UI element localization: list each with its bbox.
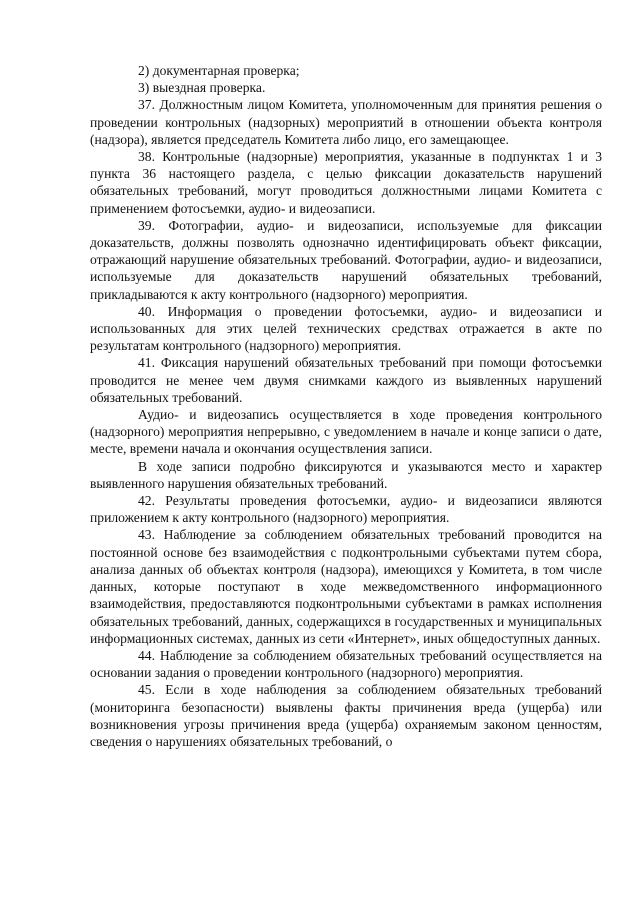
paragraph-41: 41. Фиксация нарушений обязательных требований при помощи фотосъемки проводится не менее чем двумя снимками каждого из выявленных нарушений обязательных требований.: [90, 355, 602, 405]
paragraph-45: 45. Если в ходе наблюдения за соблюдением обязательных требований (мониторинга безопасности) выявлены факты причинения вреда (ущерба) или возникновения угрозы причинения вреда (ущерба) охраняемым законом ценностям, сведения о нарушениях обязательных требований, о: [90, 682, 602, 749]
paragraph-42: 42. Результаты проведения фотосъемки, аудио- и видеозаписи являются приложением к акту контрольного (надзорного) мероприятия.: [90, 493, 602, 526]
paragraph-41-audio-video: Аудио- и видеозапись осуществляется в ходе проведения контрольного (надзорного) мероприятия непрерывно, с уведомлением в начале и конце записи о дате, месте, времени начала и окончания осуществления записи.: [90, 407, 602, 457]
paragraph-39: 39. Фотографии, аудио- и видеозаписи, используемые для фиксации доказательств, должны позволять однозначно идентифицировать объект фиксации, отражающий нарушение обязательных требований. Фотографии, аудио- и видеозаписи, используемые для доказательств нарушений обязательных требований, прикладываются к акту контрольного (надзорного) мероприятия.: [90, 217, 602, 302]
paragraph-37: 37. Должностным лицом Комитета, уполномоченным для принятия решения о проведении контрольных (надзорных) мероприятий в отношении объекта контроля (надзора), является председатель Комитета либо лицо, его замещающее.: [90, 97, 602, 147]
paragraph-43: 43. Наблюдение за соблюдением обязательных требований проводится на постоянной основе без взаимодействия с подконтрольными субъектами путем сбора, анализа данных об объектах контроля (надзора), имеющихся у Комитета, в том числе данных, которые поступают в ходе межведомственного информационного взаимодействия, предоставляются подконтрольными субъектами в рамках исполнения обязательных требований, данных, содержащихся в государственных и муниципальных информационных системах, данных из сети «Интернет», иных общедоступных данных.: [90, 527, 602, 646]
paragraph-38: 38. Контрольные (надзорные) мероприятия, указанные в подпунктах 1 и 3 пункта 36 настоящего раздела, с целью фиксации доказательств нарушений обязательных требований, могут проводиться должностными лицами Комитета с применением фотосъемки, аудио- и видеозаписи.: [90, 149, 602, 216]
paragraph-40: 40. Информация о проведении фотосъемки, аудио- и видеозаписи и использованных для этих целей технических средствах отражается в акте по результатам контрольного (надзорного) мероприятия.: [90, 303, 602, 354]
paragraph-41-recording: В ходе записи подробно фиксируются и указываются место и характер выявленного нарушения обязательных требований.: [90, 458, 602, 491]
paragraph-list-item-2: 2) документарная проверка;: [138, 63, 300, 78]
paragraph-list-item-3: 3) выездная проверка.: [138, 80, 266, 96]
paragraph-44: 44. Наблюдение за соблюдением обязательных требований осуществляется на основании задания о проведении контрольного (надзорного) мероприятия.: [90, 647, 602, 681]
